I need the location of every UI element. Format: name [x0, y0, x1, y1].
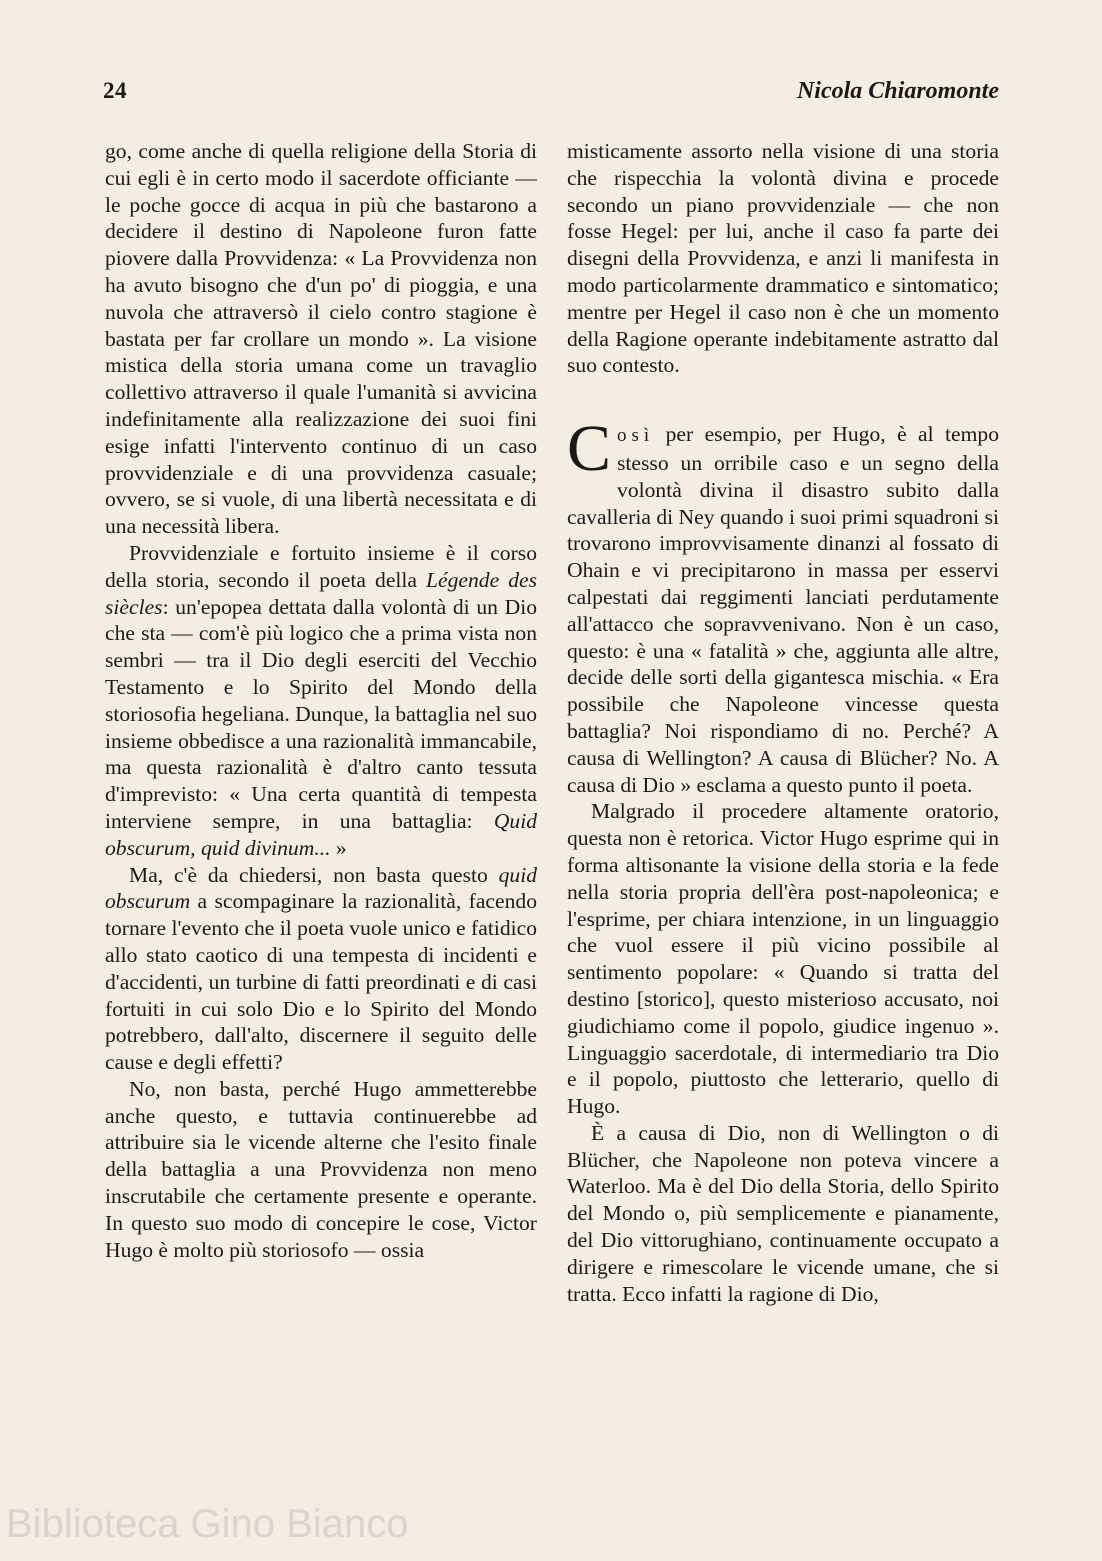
section-opening-paragraph — [567, 412, 999, 798]
drop-cap: C — [567, 412, 612, 486]
running-head-author: Nicola Chiaromonte — [796, 78, 999, 104]
paragraph: misticamente assorto nella visione di una storia che rispecchia la volontà divina e procede secondo un piano provvidenziale — che non fosse Hegel: per lui, anche il caso fa parte dei disegni della Provvidenza, e anzi li manifesta in modo particolarmente drammatico e sintomatico; mentre per Hegel il caso non è che un momento della Ragione operante indebitamente astratto dal suo contesto. — [567, 139, 999, 378]
paragraph: Malgrado il procedere altamente oratorio, questa non è retorica. Victor Hugo esprime qui in forma altisonante la visione della storia e la fede nella storia propria dell'èra post-napoleonica; e l'esprime, per chiara intenzione, in un linguaggio che vuol essere il più vicino possibile al sentimento popolare: « Quando si tratta del destino [storico], questo misterioso accusato, noi giudichiamo come il popolo, giudice ingenuo ». Linguaggio sacerdotale, di intermediario tra Dio e il popolo, piuttosto che letterario, quello di Hugo. — [567, 799, 999, 1119]
text-run: : un'epopea dettata dalla volontà di un Dio che sta — com'è più logico che a prima vista non sembri — tra il Dio degli eserciti del Vecchio Testamento e lo Spirito del Mondo della storiosofia hegeliana. Dunque, la battaglia nel suo insieme obbedisce a una razionalità immancabile, ma questa razionalità è d'altro canto tessuta d'imprevisto: « Una certa quantità di tempesta interviene sempre, in una battaglia: — [105, 594, 537, 833]
right-column — [567, 138, 999, 1307]
library-watermark: Biblioteca Gino Bianco — [6, 1502, 409, 1546]
italic-quote: Quid obscurum, quid divinum... — [105, 808, 537, 860]
left-column — [105, 138, 537, 1263]
page-number: 24 — [103, 78, 127, 103]
italic-phrase: quid obscurum — [105, 862, 537, 914]
italic-title: Légende des siècles — [105, 567, 538, 619]
paragraph: No, non basta, perché Hugo ammetterebbe anche questo, e tuttavia continuerebbe ad attribuire sia le vicende alterne che l'esito finale della battaglia a una Provvidenza non meno inscrutabile che certamente presente e operante. In questo suo modo di concepire le cose, Victor Hugo è molto più storiosofo — ossia — [105, 1076, 537, 1262]
text-run: Ma, c'è da chiedersi, non basta questo — [129, 862, 499, 887]
paragraph: È a causa di Dio, non di Wellington o di Blücher, che Napoleone non poteva vincere a Waterloo. Ma è del Dio della Storia, dello Spirito del Mondo o, più semplicemente e pianamente, del Dio vittorughiano, continuamente occupato a dirigere e rimescolare le vicende umane, che si tratta. Ecco infatti la ragione di Dio, — [567, 1120, 999, 1306]
paragraph — [105, 862, 537, 1076]
page-header — [103, 78, 999, 114]
paragraph — [105, 540, 537, 862]
text-run: Provvidenziale e fortuito insieme è il corso della storia, secondo il poeta della — [105, 540, 537, 592]
text-run: a scompaginare la razionalità, facendo tornare l'evento che il poeta vuole unico e fatidico allo stato caotico di una tempesta di incidenti e d'accidenti, un turbine di fatti preordinati e di casi fortuiti in cui solo Dio e lo Spirito del Mondo potrebbero, dall'alto, discernere il seguito delle cause e degli effetti? — [105, 889, 537, 1075]
paragraph: go, come anche di quella religione della Storia di cui egli è in certo modo il sacerdote officiante — le poche gocce di acqua in più che bastarono a decidere il destino di Napoleone furon fatte piovere dalla Provvidenza: « La Provvidenza non ha avuto bisogno che d'un po' di pioggia, e una nuvola che attraversò il cielo contro stagione è bastata per far crollare un mondo ». La visione mistica della storia umana come un travaglio collettivo attraverso il quale l'umanità si avvicina indefinitamente alla realizzazione dei suoi fini esige infatti l'intervento continuo di un caso provvidenziale e di una provvidenza casuale; ovvero, se si vuole, di una libertà necessitata e di una necessità libera. — [105, 139, 537, 539]
text-run: per esempio, per Hugo, è al tempo stesso un orribile caso e un segno della volontà divina il disastro subito dalla cavalleria di Ney quando i suoi primi squadroni si trovarono improvvisamente dinanzi al fossato di Ohain e vi precipitarono in massa per esservi calpestati dai reggimenti lanciati perdutamente all'attacco che sopravvenivano. Non è un caso, questo: è una « fatalità » che, aggiunta alle altre, decide delle sorti della gigantesca mischia. « Era possibile che Napoleone vincesse questa battaglia? Noi rispondiamo di no. Perché? A causa di Wellington? A causa di Blücher? No. A causa di Dio » esclama a questo punto il poeta. — [567, 422, 999, 797]
text-run: » — [330, 835, 347, 860]
small-caps-word: osì — [617, 425, 655, 447]
